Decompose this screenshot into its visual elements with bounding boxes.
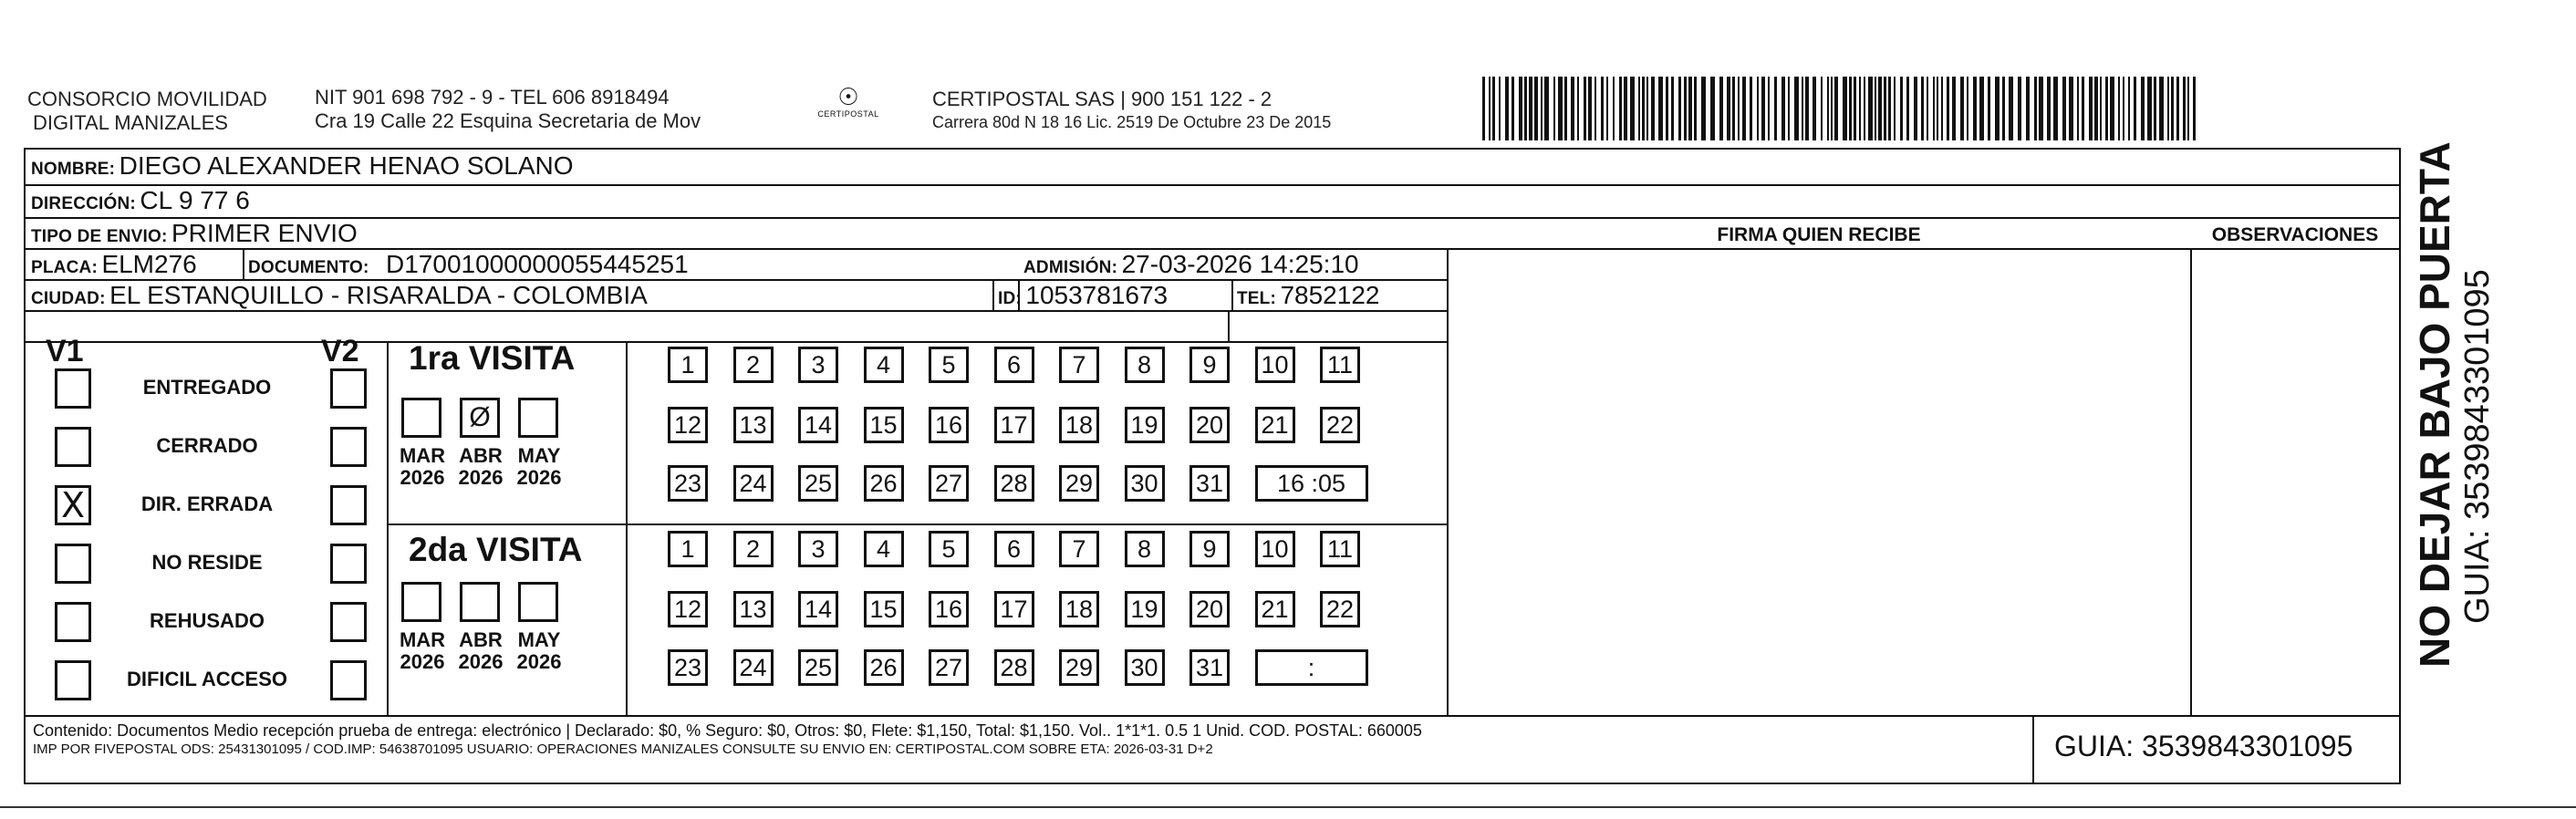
visit1-day-box: 13: [733, 407, 774, 443]
barcode-bar: [1694, 77, 1697, 140]
barcode-bar: [1553, 77, 1555, 140]
barcode-bar: [1859, 77, 1861, 140]
visit1-day-box: 3: [798, 347, 838, 383]
barcode-bar: [1995, 77, 2000, 140]
visit2-day-box: 18: [1059, 591, 1099, 627]
barcode-bar: [2077, 77, 2079, 140]
status-label: DIFICIL ACCESO: [126, 668, 287, 690]
barcode-bar: [1588, 77, 1592, 140]
barcode-bar: [1827, 77, 1829, 140]
barcode-bar: [2123, 77, 2124, 140]
barcode-bar: [2089, 77, 2093, 140]
visit1-day-box: 23: [668, 465, 708, 502]
barcode-bar: [2193, 77, 2196, 140]
visit1-day-box: 16: [929, 407, 969, 443]
barcode: [1482, 77, 2212, 140]
barcode-bar: [1988, 77, 1990, 140]
barcode-bar: [1651, 77, 1655, 140]
visit1-day-box: 24: [733, 465, 774, 502]
visit1-day-box: 9: [1189, 347, 1230, 383]
barcode-bar: [2187, 77, 2189, 140]
certipostal-details: [932, 88, 1331, 133]
barcode-bar: [1894, 77, 1896, 140]
barcode-bar: [1601, 77, 1604, 140]
firma-heading: FIRMA QUIEN RECIBE: [1717, 224, 1921, 245]
visit2-day-box: 4: [864, 531, 904, 567]
direccion-label: DIRECCIÓN:: [31, 194, 136, 213]
barcode-bar: [1750, 77, 1752, 140]
visit2-day-box: 13: [733, 591, 774, 627]
visit1-day-box: 1: [668, 347, 708, 383]
barcode-bar: [1849, 77, 1852, 140]
visit2-month-label: MAR: [399, 628, 446, 651]
visit1-day-box: 20: [1189, 407, 1230, 443]
barcode-bar: [2128, 77, 2130, 140]
visit2-day-box: 1: [668, 531, 708, 567]
v1-heading: V1: [46, 334, 84, 368]
visit2-day-box: 21: [1255, 591, 1295, 627]
nombre-row: [31, 151, 574, 181]
visit1-day-box: 27: [929, 465, 969, 502]
barcode-bar: [1646, 77, 1648, 140]
status-label: CERRADO: [156, 434, 258, 457]
page-edge: [0, 806, 2576, 808]
placa-field: [31, 250, 197, 279]
ciudad-value: EL ESTANQUILLO - RISARALDA - COLOMBIA: [109, 281, 648, 309]
id-value: 1053781673: [1025, 281, 1169, 309]
visit1-day-box: 6: [994, 347, 1034, 383]
barcode-bar: [1927, 77, 1928, 140]
company-name: [27, 88, 267, 135]
visit1-day-box: 29: [1059, 465, 1099, 502]
visit1-day-box: 31: [1189, 465, 1230, 502]
visit2-day-box: 2: [733, 531, 774, 567]
visit1-month-label: MAR: [399, 444, 446, 467]
barcode-bar: [1973, 77, 1977, 140]
side-guia: GUIA: 3539843301095: [2458, 269, 2497, 624]
nombre-label: NOMBRE:: [31, 160, 116, 179]
barcode-bar: [1834, 77, 1838, 140]
id-field: [998, 281, 1168, 310]
nombre-value: DIEGO ALEXANDER HENAO SOLANO: [119, 151, 574, 180]
visit2-day-box: 22: [1320, 591, 1360, 627]
v1-checkbox: [55, 427, 91, 467]
barcode-bar: [1813, 77, 1816, 140]
visit1-day-box: 4: [864, 347, 904, 383]
barcode-bar: [1727, 77, 1730, 140]
visit2-month-box: [460, 582, 500, 622]
barcode-bar: [2069, 77, 2073, 140]
placa-value: ELM276: [101, 250, 197, 278]
visit1-title: 1ra VISITA: [409, 339, 576, 377]
logo-text: CERTIPOSTAL: [817, 109, 879, 119]
v1-checkbox: [55, 368, 91, 409]
documento-value: D17001000000055445251: [386, 250, 689, 278]
visit1-day-box: 22: [1320, 407, 1360, 443]
visit2-day-box: 30: [1125, 649, 1165, 686]
barcode-bar: [1489, 77, 1491, 140]
tel-label: TEL:: [1237, 289, 1277, 308]
barcode-bar: [1864, 77, 1865, 140]
barcode-bar: [1541, 77, 1542, 140]
barcode-bar: [2034, 77, 2037, 140]
ciudad-label: CIUDAD:: [31, 289, 106, 308]
id-label: ID:: [998, 289, 1022, 308]
barcode-bar: [2047, 77, 2051, 140]
barcode-bar: [2009, 77, 2013, 140]
visit1-day-box: 10: [1255, 347, 1295, 383]
visit1-day-box: 14: [798, 407, 838, 443]
status-label: ENTREGADO: [142, 376, 272, 399]
barcode-bar: [1967, 77, 1968, 140]
logo-icon: ☉: [837, 83, 859, 110]
visit2-day-box: 24: [733, 649, 774, 686]
barcode-bar: [1638, 77, 1640, 140]
v2-heading: V2: [321, 334, 359, 368]
barcode-bar: [2159, 77, 2164, 140]
tel-field: [1237, 281, 1379, 310]
barcode-bar: [1519, 77, 1522, 140]
barcode-bar: [2134, 77, 2136, 140]
certi-line-2: Carrera 80d N 18 16 Lic. 2519 De Octubre 23 De 2015: [932, 113, 1332, 131]
barcode-bar: [1606, 77, 1608, 140]
v2-checkbox: [330, 485, 367, 525]
documento-field: [248, 250, 689, 279]
tipo-envio-label: TIPO DE ENVIO:: [31, 227, 168, 246]
tel-value: 7852122: [1280, 281, 1380, 309]
status-label: REHUSADO: [150, 609, 265, 632]
barcode-bar: [1678, 77, 1681, 140]
visit1-day-box: 19: [1125, 407, 1165, 443]
visit2-day-box: 15: [864, 591, 904, 627]
visit1-day-box: 17: [994, 407, 1034, 443]
barcode-bar: [2176, 77, 2179, 140]
barcode-bar: [1805, 77, 1809, 140]
visit2-day-box: 23: [668, 649, 708, 686]
direccion-row: [31, 186, 250, 215]
visit2-day-box: 26: [864, 649, 904, 686]
observaciones-heading: OBSERVACIONES: [2211, 224, 2379, 245]
barcode-bar: [2082, 77, 2084, 140]
visit1-month-label: ABR: [459, 444, 503, 467]
visit2-time-box: :: [1255, 649, 1368, 686]
visit2-month-label: ABR: [459, 628, 503, 651]
barcode-bar: [2018, 77, 2021, 140]
barcode-bar: [2062, 77, 2066, 140]
barcode-bar: [1843, 77, 1847, 140]
barcode-bar: [2053, 77, 2058, 140]
ciudad-field: [31, 281, 648, 310]
documento-label: DOCUMENTO:: [248, 258, 369, 277]
barcode-bar: [1941, 77, 1943, 140]
visit2-year-label: 2026: [516, 650, 562, 673]
barcode-bar: [1781, 77, 1785, 140]
barcode-bar: [2026, 77, 2030, 140]
delivery-form: [24, 148, 2401, 784]
barcode-bar: [1732, 77, 1735, 140]
visit2-day-box: 17: [994, 591, 1034, 627]
barcode-bar: [1875, 77, 1876, 140]
barcode-bar: [1564, 77, 1567, 140]
barcode-bar: [1888, 77, 1891, 140]
company-details: [315, 86, 701, 133]
barcode-bar: [2183, 77, 2186, 140]
company-line-1: CONSORCIO MOVILIDAD: [27, 88, 267, 110]
barcode-bar: [1524, 77, 1527, 140]
visit2-day-box: 16: [929, 591, 969, 627]
visit1-day-box: 30: [1125, 465, 1165, 502]
visit1-day-box: 21: [1255, 407, 1295, 443]
visit1-day-box: 28: [994, 465, 1034, 502]
visit2-month-box: [401, 582, 441, 622]
barcode-bar: [1854, 77, 1856, 140]
v2-checkbox: [330, 602, 367, 642]
barcode-bar: [1794, 77, 1799, 140]
visit1-day-box: 15: [864, 407, 904, 443]
barcode-bar: [1577, 77, 1579, 140]
barcode-bar: [1788, 77, 1790, 140]
barcode-bar: [1482, 77, 1485, 140]
barcode-bar: [1499, 77, 1501, 140]
barcode-bar: [2039, 77, 2043, 140]
barcode-bar: [1937, 77, 1938, 140]
visit2-day-box: 6: [994, 531, 1034, 567]
v2-checkbox: [330, 427, 367, 467]
barcode-bar: [2100, 77, 2102, 140]
visit1-year-label: 2026: [400, 466, 445, 489]
barcode-bar: [1671, 77, 1674, 140]
visit1-year-label: 2026: [458, 466, 504, 489]
v1-checkbox: [55, 602, 91, 642]
barcode-bar: [1757, 77, 1759, 140]
visit2-month-label: MAY: [517, 628, 561, 651]
barcode-bar: [1921, 77, 1924, 140]
visit1-year-label: 2026: [516, 466, 562, 489]
visit1-day-box: 25: [798, 465, 838, 502]
barcode-bar: [1701, 77, 1706, 140]
barcode-bar: [1738, 77, 1740, 140]
tipo-envio-value: PRIMER ENVIO: [171, 219, 358, 247]
status-label: DIR. ERRADA: [140, 492, 274, 515]
visit1-month-box: Ø: [460, 398, 500, 438]
barcode-bar: [1534, 77, 1538, 140]
visit2-year-label: 2026: [458, 650, 504, 673]
visit2-day-box: 20: [1189, 591, 1230, 627]
barcode-bar: [1831, 77, 1833, 140]
v1-checkmark: X: [60, 485, 86, 525]
barcode-bar: [1768, 77, 1770, 140]
placa-label: PLACA:: [31, 258, 98, 277]
visit2-day-box: 31: [1189, 649, 1230, 686]
visit2-day-box: 12: [668, 591, 708, 627]
barcode-bar: [2094, 77, 2098, 140]
tipo-envio-row: [31, 219, 358, 248]
barcode-bar: [1868, 77, 1873, 140]
barcode-bar: [1584, 77, 1586, 140]
barcode-bar: [1594, 77, 1596, 140]
barcode-bar: [1878, 77, 1882, 140]
v2-checkbox: [330, 368, 367, 409]
barcode-bar: [1511, 77, 1514, 140]
company-line-2: DIGITAL MANIZALES: [33, 111, 228, 134]
visit2-day-box: 8: [1125, 531, 1165, 567]
barcode-bar: [1630, 77, 1635, 140]
barcode-bar: [1688, 77, 1692, 140]
visit2-title: 2da VISITA: [409, 531, 583, 568]
barcode-bar: [1492, 77, 1495, 140]
barcode-bar: [1802, 77, 1803, 140]
side-warning: NO DEJAR BAJO PUERTA: [2411, 141, 2458, 668]
barcode-bar: [1642, 77, 1645, 140]
barcode-bar: [1933, 77, 1935, 140]
barcode-bar: [1960, 77, 1964, 140]
nit-line: NIT 901 698 792 - 9 - TEL 606 8918494: [315, 86, 670, 109]
visit2-month-box: [518, 582, 558, 622]
status-label: NO RESIDE: [151, 551, 263, 574]
visit1-time-box: 16 :05: [1255, 465, 1368, 502]
visit2-day-box: 9: [1189, 531, 1230, 567]
barcode-bar: [2147, 77, 2152, 140]
barcode-bar: [1505, 77, 1509, 140]
visit2-day-box: 7: [1059, 531, 1099, 567]
visit2-day-box: 25: [798, 649, 838, 686]
address-line: Cra 19 Calle 22 Esquina Secretaria de Mov: [315, 109, 701, 132]
barcode-bar: [1821, 77, 1823, 140]
visit1-month-label: MAY: [517, 444, 561, 467]
visit1-day-box: 18: [1059, 407, 1099, 443]
barcode-bar: [2154, 77, 2156, 140]
barcode-bar: [1619, 77, 1622, 140]
admision-value: 27-03-2026 14:25:10: [1121, 250, 1359, 278]
visit2-day-box: 14: [798, 591, 838, 627]
barcode-bar: [2105, 77, 2108, 140]
visit2-day-box: 5: [929, 531, 969, 567]
footer-text: [33, 721, 2021, 759]
footer-impresion: IMP POR FIVEPOSTAL ODS: 25431301095 / COD.IMP: 54638701095 USUARIO: OPERACIONES MANIZALES CONSULTE SU ENVIO EN: CERTIPOSTAL.COM SOBRE ETA: 2026-03-31 D+2: [33, 741, 1213, 757]
v2-checkbox: [330, 660, 367, 700]
barcode-bar: [2002, 77, 2005, 140]
barcode-bar: [1906, 77, 1909, 140]
barcode-bar: [1558, 77, 1563, 140]
footer-contenido: Contenido: Documentos Medio recepción prueba de entrega: electrónico | Declarado: $0, % Seguro: $0, Otros: $0, Flete: $1,150, Total: $1,150. Vol.. 1*1*1. 0.5 1 Unid. COD. POSTAL: 660005: [33, 721, 1422, 740]
visit1-day-box: 5: [929, 347, 969, 383]
admision-label: ADMISIÓN:: [1023, 258, 1118, 277]
visit1-day-box: 2: [733, 347, 774, 383]
barcode-bar: [1658, 77, 1663, 140]
barcode-bar: [1884, 77, 1886, 140]
barcode-bar: [1666, 77, 1668, 140]
visit2-day-box: 27: [929, 649, 969, 686]
barcode-bar: [1624, 77, 1627, 140]
barcode-bar: [1613, 77, 1615, 140]
certi-line-1: CERTIPOSTAL SAS | 900 151 122 - 2: [932, 88, 1272, 110]
visit2-day-box: 3: [798, 531, 838, 567]
barcode-bar: [1952, 77, 1956, 140]
visit2-day-box: 29: [1059, 649, 1099, 686]
barcode-bar: [2171, 77, 2174, 140]
admision-field: [1023, 250, 1359, 279]
footer-guia: GUIA: 3539843301095: [2054, 730, 2353, 762]
barcode-bar: [1529, 77, 1532, 140]
v1-checkbox: [55, 544, 91, 584]
barcode-bar: [1979, 77, 1984, 140]
certipostal-logo: [807, 84, 889, 119]
barcode-bar: [1719, 77, 1723, 140]
barcode-bar: [1914, 77, 1917, 140]
barcode-bar: [1544, 77, 1549, 140]
v2-checkbox: [330, 544, 367, 584]
visit2-day-box: 28: [994, 649, 1034, 686]
barcode-bar: [1774, 77, 1777, 140]
visit2-day-box: 10: [1255, 531, 1295, 567]
barcode-bar: [2118, 77, 2120, 140]
barcode-bar: [1710, 77, 1715, 140]
visit1-month-box: [401, 398, 441, 438]
visit2-day-box: 19: [1125, 591, 1165, 627]
visit1-day-box: 11: [1320, 347, 1360, 383]
barcode-bar: [1947, 77, 1949, 140]
barcode-bar: [1900, 77, 1903, 140]
v1-checkbox: [55, 485, 91, 525]
v1-checkbox: [55, 660, 91, 700]
barcode-bar: [1761, 77, 1765, 140]
visit2-year-label: 2026: [400, 650, 445, 673]
visit1-day-box: 8: [1125, 347, 1165, 383]
direccion-value: CL 9 77 6: [140, 186, 250, 214]
barcode-bar: [1742, 77, 1746, 140]
barcode-bar: [2141, 77, 2145, 140]
visit1-day-box: 12: [668, 407, 708, 443]
barcode-bar: [1684, 77, 1687, 140]
barcode-bar: [2167, 77, 2169, 140]
visit1-day-box: 26: [864, 465, 904, 502]
visit2-day-box: 11: [1320, 531, 1360, 567]
visit1-month-box: [518, 398, 558, 438]
barcode-bar: [1571, 77, 1574, 140]
visit1-day-box: 7: [1059, 347, 1099, 383]
barcode-bar: [2110, 77, 2114, 140]
